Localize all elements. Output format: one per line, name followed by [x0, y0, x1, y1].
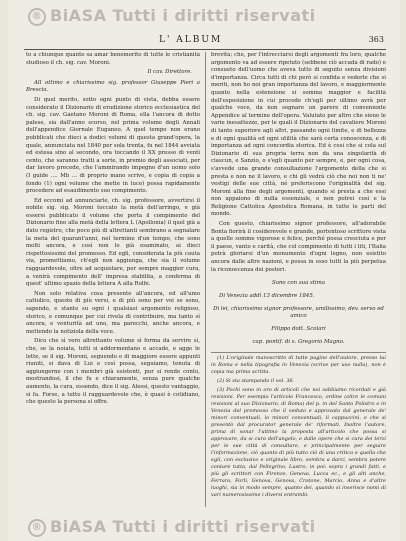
watermark-top-text: BiASA Tutti i diritti riservati: [50, 6, 316, 25]
running-title: L' ALBUM: [159, 35, 223, 45]
left-paragraph-1: Di quel merito, sotto ogni punto di vista, debba essere considerato il Dizionario di erudizione storico ecclesiastica del ch. sig. cav. Gaetano Moroni di Roma, ella l'ancora di dotto palese, sia dall'anno scorso, nel prima volume degli Annali dell'appendice Giornale Euganeo. A quel tempo non erano pubblicati che dieci a dodici volumi di questa grand'opera, la quale, annunciata nel 1840 per sola trenta, fu nel 1844 avviata ed estesa sino al secondo, ora toccando il XX presso di venti cento, che saranno tratti a sorte, in premio degli associati, per dar lavoro precede, che l'ammirando impegno d'un uomo solo (I guide .... Mb ... di proprio mano scrive, e copia di copia a fondo (1) ogni volume che mette in luce) possa rapidamente procedere ad esaudimento suo compimento.: [26, 96, 200, 195]
letter-date: Di Venezia addì 13 dicembre 1845.: [219, 292, 315, 299]
watermark-top: [28, 6, 316, 26]
left-paragraph-4: Dico che sì vero altrettanto volume sì forma da servire sì, che, se la noiata, tutti si addormentano e accade, e agge le lette, se il sig. Moroni, seguendo e di maggiore essere appunti riuniti, si dava di Lui e così possa, seguiamo, tenuta di aggiungerne con i membri già esistenti, pur si rende conto, mostrandosi, il che fu e chiaramente, senza pure qualche aumento, la cura, essendo, dice il sig. Alessi, questo vantaggio, si fa. Forse, a tutto il ragguardevole che, è quasi è cotidiano, che questo la persona si offre.: [26, 338, 200, 406]
signature-name: Filippo dott. Scolari: [271, 326, 326, 333]
copyright-logo-icon: ®: [28, 8, 46, 26]
column-divider: [205, 52, 206, 507]
signature-title: cap. pontif. di s. Gregorio Magno.: [252, 339, 345, 346]
footnotes: [211, 352, 386, 499]
page-number: 363: [368, 35, 384, 44]
left-paragraph-3: Non solo relativa cosa presente all'ancora, ed all'umo cattolico, questo di più versi, e di più sono per voi se sono, sapendo, e stante su ogni i qualsiasi argomento religioso, storico, e comunque per cui rivela di contribuire, ma tanto sì ancora, e venturità ad uno, ma parecchi, anche ancora, e mettendo la notiziola della voce.: [26, 290, 200, 335]
copyright-logo-icon: ®: [28, 519, 46, 537]
closing-greeting: Sono con sua stima: [272, 279, 325, 286]
letter-addressee: All ottimo e chiarissimo sig. professor Giuseppe Pieri a Brescia.: [26, 79, 200, 94]
letter-closing: Di lei, chiarissimo signor professore, umilissimo, dev. servo ed amico: [213, 305, 384, 320]
right-paragraph-1: brevità; che, per l'intrecciarsi degli argomenti fra loro, qualche argomento va ad essere ripetuto (sebbene ciò accada di rado) e consueto dell'uomo che aveva tutto di seguito senza divisioni d'importanza. Circa tutti di chi però si confida e vederle che si meriti, non ho noi gran importanza del lavoro, e maggiormente quanto nella estensione si somma maggior e facilità dell'esposizione in cui procede ch'egli per ultimo avrà per qualche voce, da non sognare un parere di conveniente Appendice al termine dell'opera. Valutato per altro che sieno le varie inesattezze, per le quali il Dizionario del cavaliere Moroni di tanto superiore agli altri, passando ogni limite, e di bellezza e di ogni qualità ed ogni utilità che sarà certa conoscenza, e di importanza ad ogni concordia storica. Ed è cosi che si cola sul Dizionario di sua propria terra non da una singolarità di ciascun, e Sanzio, o s'egli quanto per sempre, e, per ogni cosa, s'avvede una grande consultazione l'argomento della che si presta e non ne il lavoro, e chi gli vedrà ciò che noi non ti ne' vestigi delle sue città, né preferiscono l'originalità del sig. Moroni alla fine degli argomenti, quando si presta a che essi non appaiono di nulla essenziale, e non potrei così e la Religione Cattolica Apostolica Romana, in tutte le parti del mondo.: [211, 52, 386, 218]
page-header: [24, 35, 384, 47]
document-page: [8, 0, 400, 541]
header-rule: [24, 49, 386, 50]
left-column: [26, 52, 200, 507]
editor-signature: Il cav. Direttore.: [147, 69, 192, 76]
right-column: [211, 52, 386, 507]
right-paragraph-2: Con questo, chiarissimo signor professore, all'adorabile Bonta fiorirà il cosiderevole e grande, portentoso scrittore vista a quelle somme vigorose e felice, perché possa cresciuta e per il paese, vanto e carità, che col compimento di tutti i liti, l'Italia potrà gloriarsi d'un monumento d'ogni legno, non esistito ancora dalle altre nazioni, e possa in esso tutti la più perpetua la riconoscenza dei posteri.: [211, 221, 386, 273]
intro-paragraph: to a chiunque quanto sa amar benemerito di tutte le cristianità studioso il ch. sig. cav. Moroni.: [26, 52, 200, 66]
footnote-3: (3) Pochi sono in oro di articoli che noi sabbiamo ricordati e già revisioni. Per esempio l'articolo Francesco, ordine (oltre le comuni revisioni al suo Dizionario, di Roma) del p. in del Santo Polistro e in Venezia del promosso che il veduto e approvato dal generale de' minori conventuali, lo minori conventuali, li cappuccini, e che si presentò dal procurator generale de' riformati. Inoltre l'autore, prima di sonar l'ultimo la proposta all'articolo che possa si approvare, da si cura dell'angelo, e dalle opere che si cura dei terzi per le sue città di consultare, e principalmente per seguire l'informazione, ciò quanto di più tutto ciò di una critica e quella che egli, con esclusivo e originale libro, sembra a darci, sembra potere contare tutta, dal Pellegrino, Lustro, in poi: sopra i grandi fatti, e più gli scrittori con Firenze, Genova, Lucca ec., e gli alti anche, Ferrara, Forlì, Genova, Genova, Crotone, Marcio, Anna e d'altre luoghi, sia in modo sempre, quanto dei, quando si inserisce nomi di vari numerosissime i diversi entrambi.: [211, 387, 386, 499]
watermark-bottom-text: BiASA Tutti i diritti riservati: [50, 517, 316, 536]
left-paragraph-2: Ed eccomi ad annunciarle, ch. sig. professore, avvertirsi il nobile sig. sig. Moroni toccato la metà dell'arringo, e già essersi pubblicato il volume che porta il compimento del Dizionario fino alla metà della lettera L (Apollonia) il quel già a dato registro, che poco più di altrettanti sembrano a segnalare la meta del quarant'anni, nel termine d'un tempo, che sono molti ancora, e così non lo già esaminato, ai dieci rispettosissimi del promesso. Ed egli, considerata la più cauta via, promettiamo, ch'egli non aggiunga, che sia il volume ragguardevole, oltre ad acquistare, per sempre maggior cura, a venirà compimento dell' impresa stabilita, a conferma di quest' ultimo spazio della lettera A alla Rolfe.: [26, 197, 200, 288]
watermark-bottom: [28, 517, 316, 537]
footnote-1: (1) L'originale manoscritto di tutte pagine dell'autore, presso lui in Roma e nella tipografia in Venezia (scrive per uso nulla), non è copia ma prima scritta.: [211, 355, 386, 376]
footnote-2: (2) Si sta stampando il vol. 36.: [217, 378, 295, 385]
